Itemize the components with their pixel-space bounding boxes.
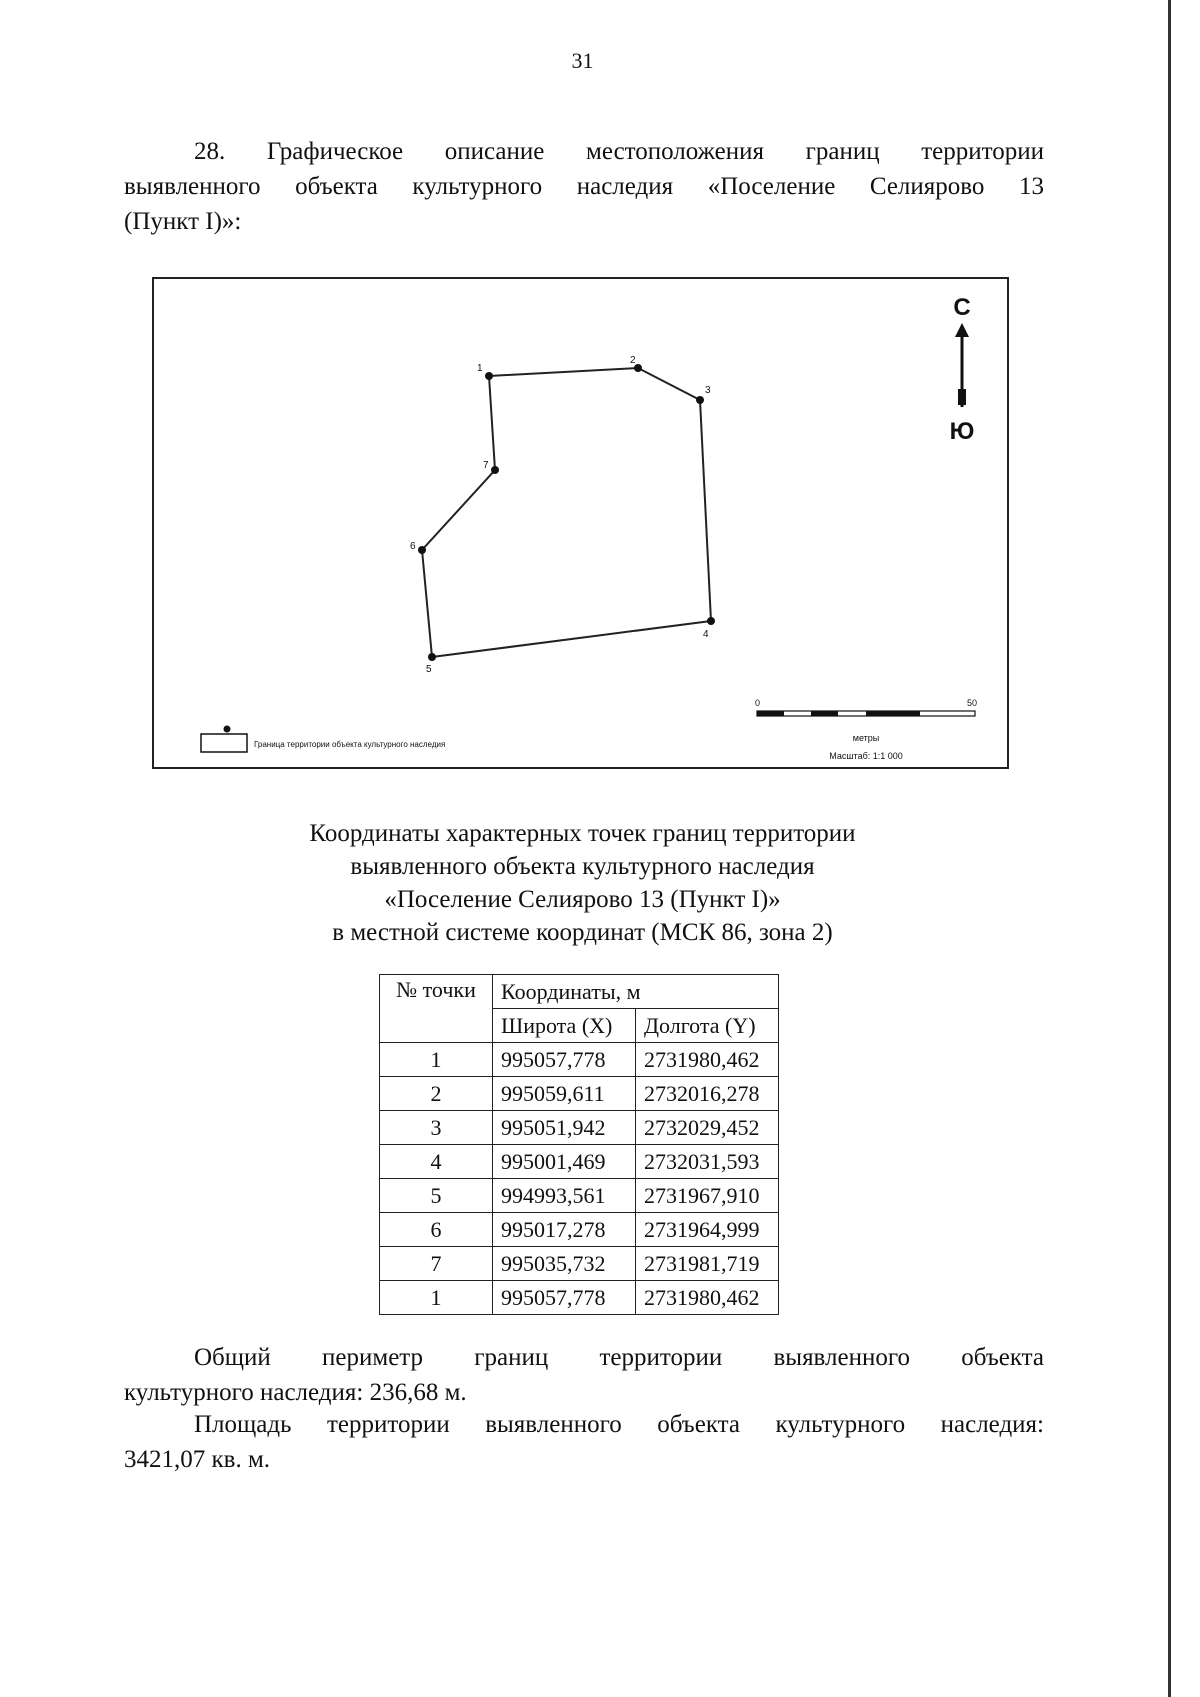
table-row [380,1145,779,1179]
legend-vertex-marker [224,726,231,733]
scale-bar-segment-3 [866,711,920,716]
cell-x: 995035,732 [493,1247,636,1281]
cell-y: 2731980,462 [636,1043,779,1077]
cell-x: 995001,469 [493,1145,636,1179]
header-coordinates: Координаты, м [493,975,779,1009]
map-legend [201,726,445,753]
vertex-7-label: 7 [483,460,489,471]
vertex-1-marker [485,372,493,380]
table-header-row [380,975,779,1009]
cell-point: 3 [380,1111,493,1145]
heading-line-2: выявленного объекта культурного наследия «Поселение Селиярово 13 [124,173,1044,200]
cell-point: 7 [380,1247,493,1281]
area-paragraph [124,1407,1044,1477]
table-row [380,1043,779,1077]
north-arrow [950,294,975,445]
vertex-5-label: 5 [426,664,432,675]
perimeter-line-1: Общий периметр границ территории выявленного объекта [194,1344,1044,1371]
scale-end-label: 50 [967,698,978,708]
north-arrow-tail [958,389,966,405]
map-canvas [154,279,1011,771]
south-label: Ю [949,418,975,445]
north-arrow-head-icon [955,323,969,337]
north-label: С [953,294,971,321]
caption-line-2: выявленного объекта культурного наследия [350,853,815,880]
cell-x: 994993,561 [493,1179,636,1213]
cell-point: 4 [380,1145,493,1179]
vertex-4-label: 4 [703,629,709,640]
header-latitude: Широта (X) [493,1009,636,1043]
legend-boundary-swatch [201,734,247,752]
vertex-3-marker [696,396,704,404]
table-caption [0,817,1165,949]
perimeter-paragraph [124,1340,1044,1410]
caption-line-3: «Поселение Селиярово 13 (Пункт I)» [384,886,781,913]
cell-x: 995051,942 [493,1111,636,1145]
cell-x: 995057,778 [493,1043,636,1077]
boundary-map [152,277,1009,769]
table-row [380,1111,779,1145]
scale-units-label: метры [852,733,880,743]
table-row [380,1281,779,1315]
page-number: 31 [571,48,594,73]
vertex-7-marker [491,466,499,474]
legend-label: Граница территории объекта культурного наследия [254,740,446,749]
cell-x: 995059,611 [493,1077,636,1111]
cell-point: 5 [380,1179,493,1213]
coordinates-table [379,974,779,1315]
header-point: № точки [380,975,493,1043]
vertex-6-marker [418,546,426,554]
scale-bar-segment-1 [757,711,784,716]
vertex-6-label: 6 [410,541,416,552]
vertex-5-marker [428,653,436,661]
table-row [380,1247,779,1281]
cell-y: 2732016,278 [636,1077,779,1111]
vertex-3-label: 3 [705,385,711,396]
scale-start-label: 0 [755,698,761,708]
heading-line-1: 28. Графическое описание местоположения границ территории [194,138,1044,165]
vertex-1-label: 1 [477,363,483,374]
scan-edge [1168,0,1171,1697]
cell-y: 2731981,719 [636,1247,779,1281]
table-row [380,1179,779,1213]
cell-x: 995017,278 [493,1213,636,1247]
area-line-2: 3421,07 кв. м. [124,1446,271,1473]
table-row [380,1077,779,1111]
cell-point: 2 [380,1077,493,1111]
caption-line-1: Координаты характерных точек границ территории [309,820,856,847]
scale-bar [755,698,977,761]
area-line-1: Площадь территории выявленного объекта культурного наследия: [194,1411,1044,1438]
scale-ratio-label: Масштаб: 1:1 000 [829,751,903,761]
boundary-polygon [422,368,711,657]
cell-y: 2731980,462 [636,1281,779,1315]
cell-point: 1 [380,1043,493,1077]
table-row [380,1213,779,1247]
scan-noise [500,0,740,30]
heading-line-3: (Пункт I)»: [124,208,242,235]
heading-paragraph [124,134,1044,239]
cell-y: 2732031,593 [636,1145,779,1179]
scale-bar-segment-2 [811,711,838,716]
perimeter-line-2: культурного наследия: 236,68 м. [124,1379,467,1406]
cell-point: 1 [380,1281,493,1315]
boundary-vertices [418,364,715,661]
cell-y: 2732029,452 [636,1111,779,1145]
cell-y: 2731964,999 [636,1213,779,1247]
cell-point: 6 [380,1213,493,1247]
vertex-2-label: 2 [630,355,636,366]
cell-x: 995057,778 [493,1281,636,1315]
cell-y: 2731967,910 [636,1179,779,1213]
vertex-4-marker [707,617,715,625]
header-longitude: Долгота (Y) [636,1009,779,1043]
caption-line-4: в местной системе координат (МСК 86, зона 2) [332,919,833,946]
